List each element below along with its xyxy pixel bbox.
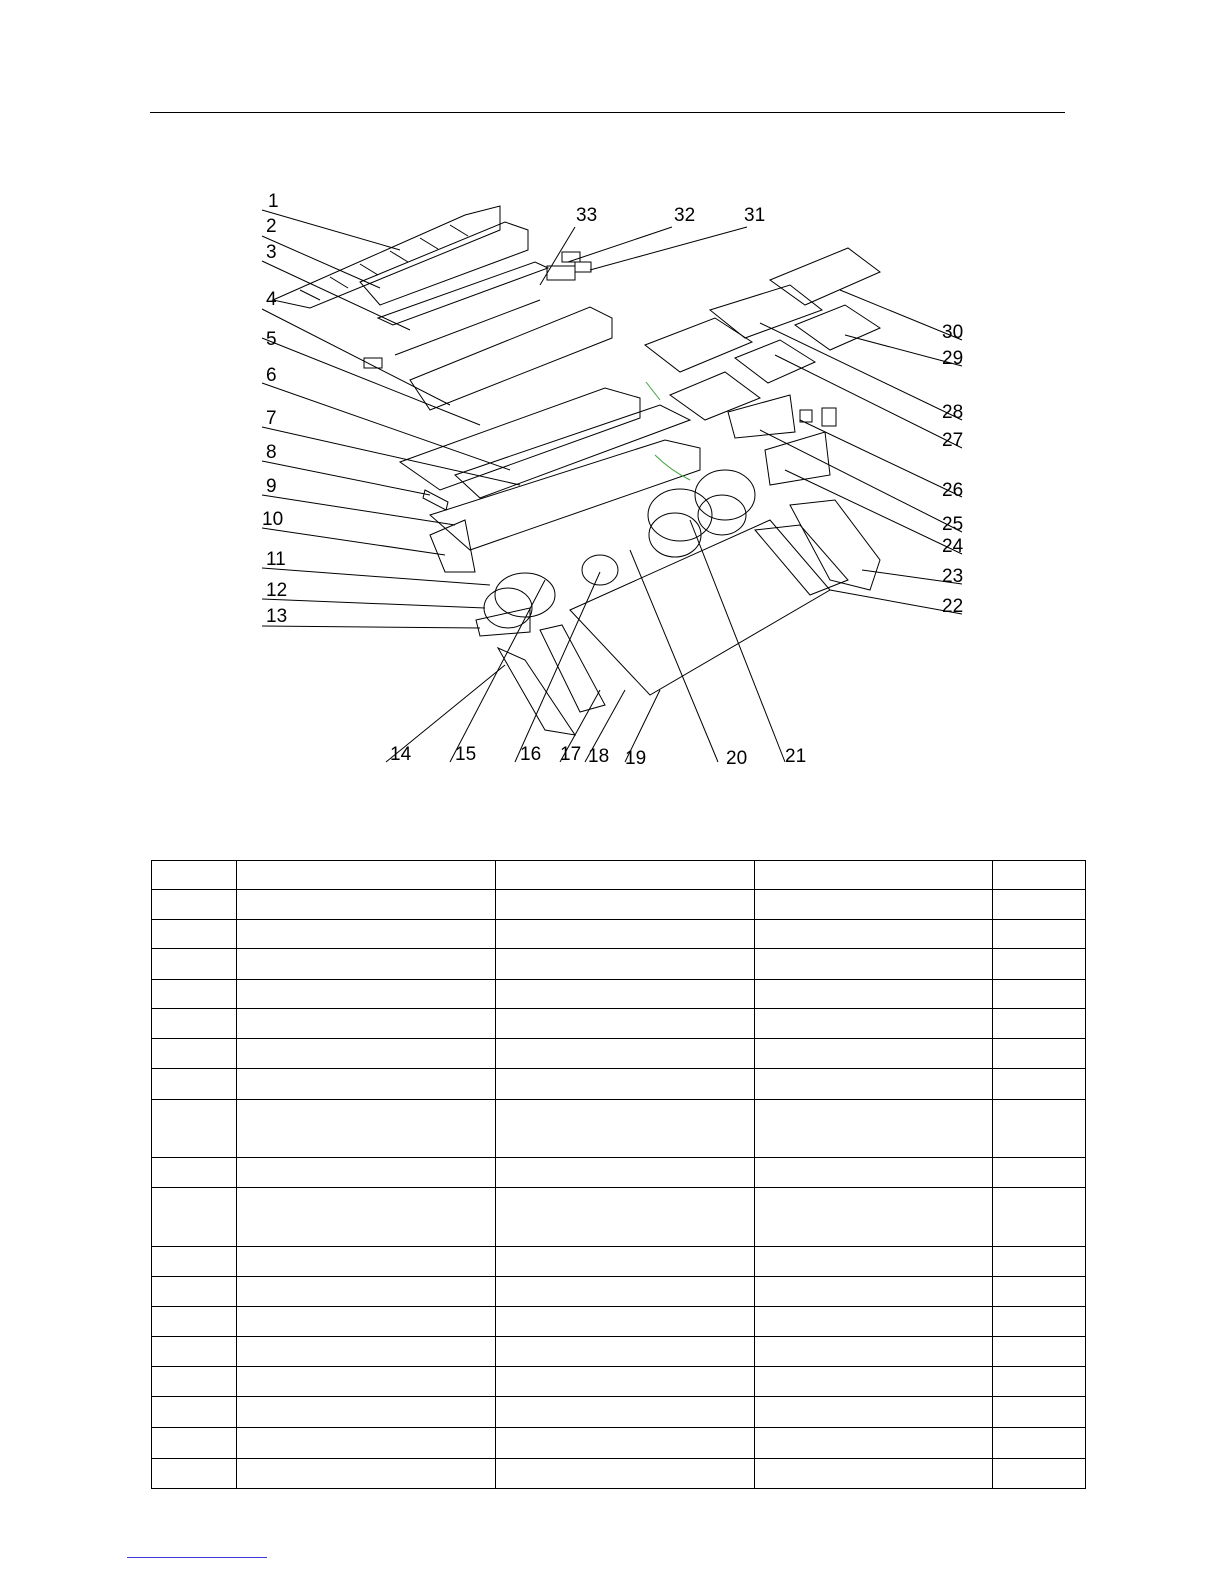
table-cell: [237, 890, 496, 920]
table-cell: [993, 1100, 1086, 1158]
table-cell: [152, 861, 237, 890]
table-cell: [237, 920, 496, 949]
top-cover: [410, 307, 612, 410]
table-cell: [755, 1100, 993, 1158]
table-cell: [237, 1307, 496, 1337]
callout-10: 10: [262, 509, 284, 530]
callout-30: 30: [942, 322, 964, 343]
table-cell: [152, 1367, 237, 1397]
callout-12: 12: [266, 580, 288, 601]
table-cell: [496, 1247, 755, 1277]
table-cell: [755, 1367, 993, 1397]
table-cell: [993, 861, 1086, 890]
pcb: [822, 408, 836, 426]
evaporator: [455, 405, 690, 498]
callout-13: 13: [266, 606, 288, 627]
table-cell: [993, 1069, 1086, 1100]
table-row: [152, 949, 1086, 980]
table-cell: [237, 861, 496, 890]
callout-4: 4: [266, 289, 277, 310]
accent-pipes: [646, 382, 690, 480]
front-grille: [273, 206, 500, 308]
blower-housing-left: [495, 573, 555, 617]
table-cell: [993, 1367, 1086, 1397]
parts-list-body: [152, 861, 1086, 1489]
callout-23: 23: [942, 566, 964, 587]
table-cell: [496, 1397, 755, 1428]
table-cell: [496, 1100, 755, 1158]
blower-housing-right: [648, 489, 712, 541]
table-cell: [755, 1039, 993, 1069]
control-cover: [728, 395, 795, 438]
callout-26: 26: [942, 480, 964, 501]
table-cell: [237, 1158, 496, 1188]
callout-17: 17: [560, 744, 582, 765]
table-cell: [237, 1009, 496, 1039]
table-cell: [993, 980, 1086, 1009]
fan-wheel-right: [649, 513, 701, 557]
table-cell: [755, 1188, 993, 1247]
table-cell: [152, 949, 237, 980]
callout-2: 2: [266, 216, 277, 237]
table-cell: [237, 1100, 496, 1158]
table-cell: [755, 980, 993, 1009]
callout-15: 15: [455, 744, 477, 765]
table-cell: [496, 949, 755, 980]
table-cell: [755, 1277, 993, 1307]
table-cell: [993, 1337, 1086, 1367]
table-cell: [993, 1459, 1086, 1489]
table-row: [152, 1039, 1086, 1069]
table-cell: [152, 1459, 237, 1489]
receiver: [575, 262, 591, 272]
callout-1: 1: [268, 191, 279, 212]
table-row: [152, 1069, 1086, 1100]
table-cell: [755, 861, 993, 890]
table-cell: [237, 980, 496, 1009]
table-cell: [496, 1367, 755, 1397]
table-cell: [152, 1247, 237, 1277]
table-cell: [496, 1188, 755, 1247]
fan-wheel-left: [484, 588, 532, 628]
table-cell: [755, 949, 993, 980]
callout-25: 25: [942, 514, 964, 535]
table-cell: [152, 1188, 237, 1247]
table-cell: [152, 980, 237, 1009]
table-row: [152, 1337, 1086, 1367]
callout-29: 29: [942, 348, 964, 369]
table-cell: [755, 1397, 993, 1428]
callout-31: 31: [744, 205, 766, 226]
table-row: [152, 1009, 1086, 1039]
callout-7: 7: [266, 408, 277, 429]
table-cell: [237, 949, 496, 980]
callout-9: 9: [266, 476, 277, 497]
fan-wheel-right-2: [698, 495, 746, 535]
table-cell: [993, 1307, 1086, 1337]
table-cell: [755, 920, 993, 949]
table-cell: [237, 1069, 496, 1100]
table-cell: [152, 1039, 237, 1069]
side-plate-right: [755, 525, 848, 595]
front-panel: [360, 222, 528, 305]
table-cell: [152, 1009, 237, 1039]
table-cell: [496, 1158, 755, 1188]
table-cell: [152, 1428, 237, 1459]
table-row: [152, 980, 1086, 1009]
table-row: [152, 1307, 1086, 1337]
relay: [800, 410, 812, 422]
side-panel-front: [498, 648, 575, 735]
table-cell: [152, 1307, 237, 1337]
table-row: [152, 920, 1086, 949]
callout-20: 20: [726, 748, 748, 769]
table-cell: [237, 1039, 496, 1069]
table-cell: [993, 1397, 1086, 1428]
table-cell: [755, 1158, 993, 1188]
table-cell: [237, 1337, 496, 1367]
table-row: [152, 1397, 1086, 1428]
callout-8: 8: [266, 442, 277, 463]
table-cell: [496, 1428, 755, 1459]
table-cell: [993, 1009, 1086, 1039]
table-row: [152, 1428, 1086, 1459]
callout-11: 11: [266, 549, 286, 570]
table-cell: [496, 920, 755, 949]
table-cell: [152, 1069, 237, 1100]
end-cap-right: [790, 500, 880, 590]
callout-6: 6: [266, 365, 277, 386]
table-cell: [152, 890, 237, 920]
table-cell: [152, 1100, 237, 1158]
filter-set: [645, 248, 880, 420]
table-cell: [755, 1009, 993, 1039]
table-cell: [496, 1069, 755, 1100]
callout-16: 16: [520, 744, 542, 765]
callout-19: 19: [625, 748, 647, 769]
drain-pan: [400, 388, 640, 490]
control-box: [765, 432, 830, 485]
table-cell: [152, 1158, 237, 1188]
table-cell: [496, 980, 755, 1009]
table-row: [152, 890, 1086, 920]
table-cell: [993, 920, 1086, 949]
table-cell: [496, 861, 755, 890]
table-cell: [152, 1277, 237, 1307]
table-cell: [993, 949, 1086, 980]
table-cell: [237, 1459, 496, 1489]
table-cell: [237, 1188, 496, 1247]
table-cell: [993, 1039, 1086, 1069]
table-cell: [993, 890, 1086, 920]
table-cell: [152, 1337, 237, 1367]
callout-5: 5: [266, 329, 277, 350]
louver-linkage: [395, 300, 540, 355]
table-cell: [755, 1069, 993, 1100]
callout-24: 24: [942, 536, 964, 557]
bracket-bar: [423, 490, 448, 510]
callout-32: 32: [674, 205, 696, 226]
table-cell: [993, 1247, 1086, 1277]
table-row: [152, 1100, 1086, 1158]
table-cell: [237, 1277, 496, 1307]
table-cell: [755, 1428, 993, 1459]
table-cell: [237, 1428, 496, 1459]
motor: [582, 555, 618, 585]
callout-3: 3: [266, 242, 277, 263]
callout-18: 18: [588, 746, 610, 767]
table-cell: [496, 1009, 755, 1039]
callout-27: 27: [942, 430, 964, 451]
table-cell: [755, 890, 993, 920]
table-cell: [496, 1337, 755, 1367]
callout-22: 22: [942, 596, 964, 617]
louver: [378, 262, 548, 325]
table-row: [152, 861, 1086, 890]
leader-lines: [262, 210, 962, 762]
side-bracket-left: [430, 520, 475, 572]
table-cell: [237, 1397, 496, 1428]
footer-link-underline: [127, 1557, 267, 1558]
table-cell: [237, 1367, 496, 1397]
table-cell: [152, 920, 237, 949]
table-cell: [993, 1277, 1086, 1307]
callout-28: 28: [942, 402, 964, 423]
callout-21: 21: [785, 746, 807, 767]
table-row: [152, 1158, 1086, 1188]
table-cell: [496, 890, 755, 920]
table-cell: [755, 1307, 993, 1337]
parts-drawing: [273, 206, 880, 735]
table-cell: [993, 1188, 1086, 1247]
table-row: [152, 1247, 1086, 1277]
display-board: [547, 266, 575, 280]
table-cell: [496, 1039, 755, 1069]
table-row: [152, 1367, 1086, 1397]
table-cell: [496, 1307, 755, 1337]
callout-14: 14: [390, 744, 412, 765]
parts-list-table: [151, 860, 1086, 1489]
table-cell: [152, 1397, 237, 1428]
callout-33: 33: [576, 205, 598, 226]
table-cell: [237, 1247, 496, 1277]
table-cell: [993, 1158, 1086, 1188]
table-cell: [755, 1459, 993, 1489]
table-cell: [496, 1277, 755, 1307]
table-row: [152, 1459, 1086, 1489]
table-cell: [993, 1428, 1086, 1459]
table-cell: [496, 1459, 755, 1489]
table-cell: [755, 1247, 993, 1277]
table-cell: [755, 1337, 993, 1367]
table-row: [152, 1188, 1086, 1247]
table-row: [152, 1277, 1086, 1307]
